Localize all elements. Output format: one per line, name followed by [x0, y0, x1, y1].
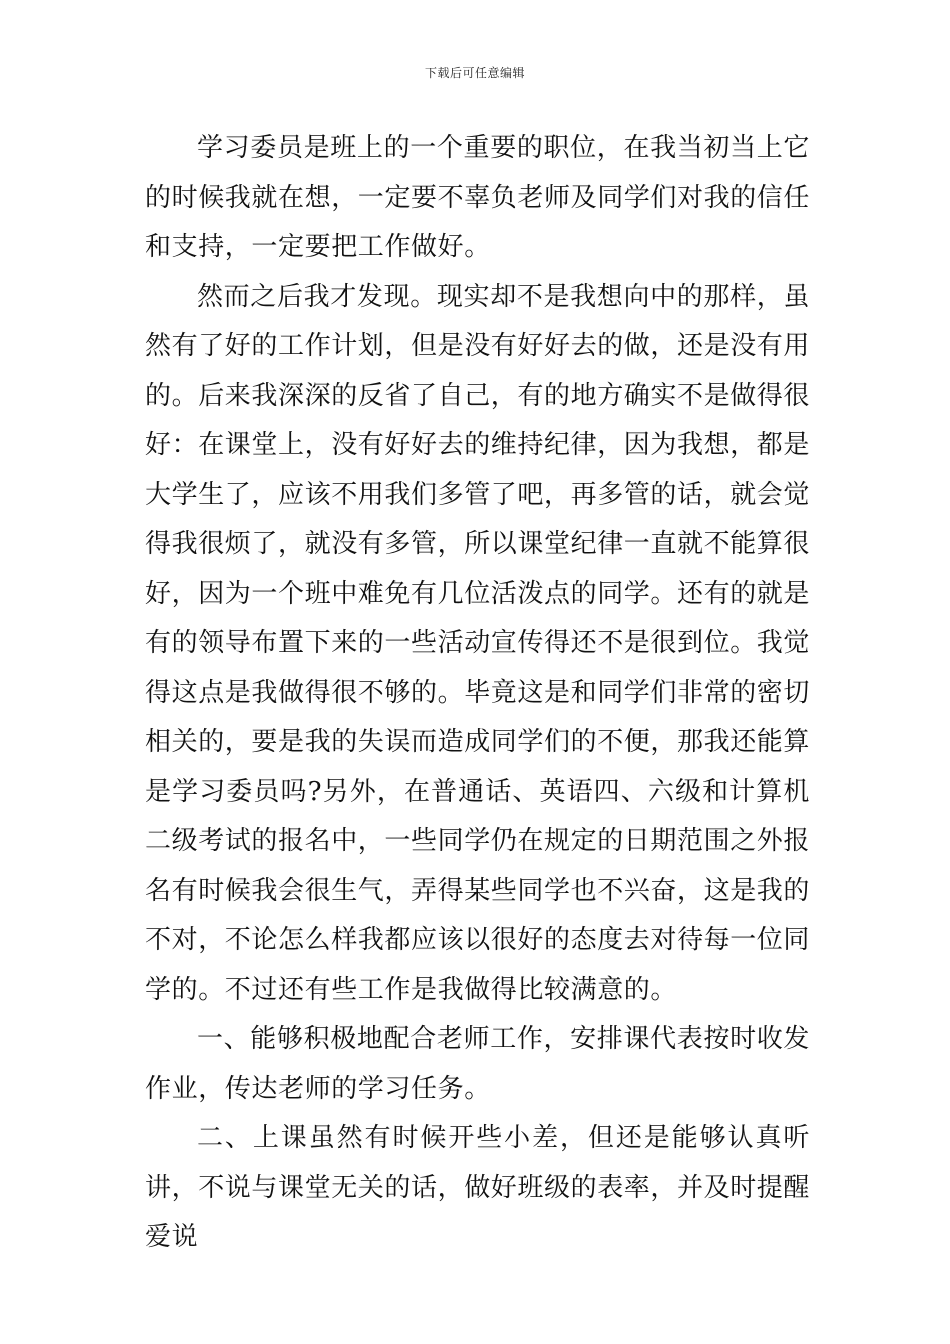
paragraph: 二、上课虽然有时候开些小差，但还是能够认真听讲，不说与课堂无关的话，做好班级的表率，并及时提醒爱说: [145, 1123, 811, 1252]
document-body: [145, 124, 810, 1263]
paragraph: 学习委员是班上的一个重要的职位，在我当初当上它的时候我就在想，一定要不辜负老师及同学们对我的信任和支持，一定要把工作做好。: [145, 133, 811, 262]
paragraph: 一、能够积极地配合老师工作，安排课代表按时收发作业，传达老师的学习任务。: [145, 1024, 810, 1104]
paragraph: 然而之后我才发现。现实却不是我想向中的那样，虽然有了好的工作计划，但是没有好好去的做，还是没有用的。后来我深深的反省了自己，有的地方确实不是做得很好：在课堂上，没有好好去的维持纪律，因为我想，都是大学生了，应该不用我们多管了吧，再多管的话，就会觉得我很烦了，就没有多管，所以课堂纪律一直就不能算很好，因为一个班中难免有几位活泼点的同学。还有的就是有的领导布置下来的一些活动宣传得还不是很到位。我觉得这点是我做得很不够的。毕竟这是和同学们非常的密切相关的，要是我的失误而造成同学们的不便，那我还能算是学习委员吗?另外，在普通话、英语四、六级和计算机二级考试的报名中，一些同学仍在规定的日期范围之外报名有时候我会很生气，弄得某些同学也不兴奋，这是我的不对，不论怎么样我都应该以很好的态度去对待每一位同学的。不过还有些工作是我做得比较满意的。: [145, 281, 811, 1005]
header-note: 下载后可任意编辑: [424, 66, 525, 80]
